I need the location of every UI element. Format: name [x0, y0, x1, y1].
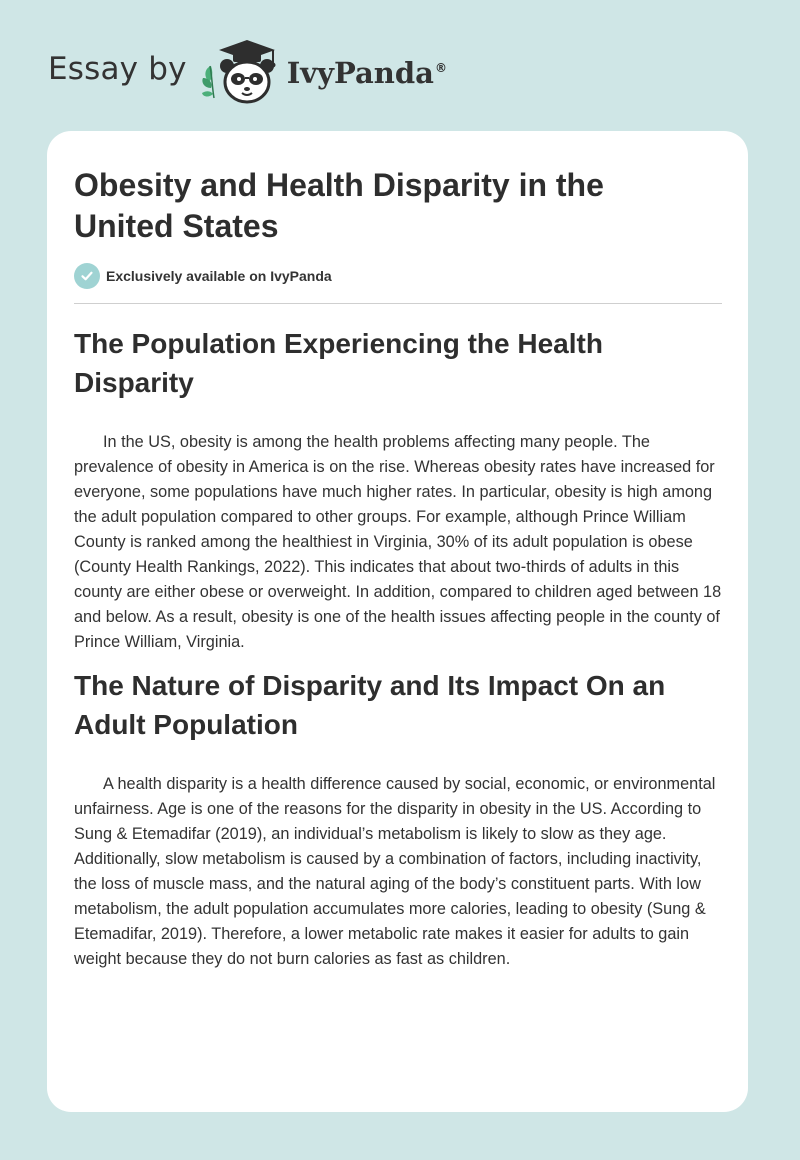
brand-prefix: Essay by — [48, 51, 187, 87]
panda-graduate-logo-icon — [199, 36, 283, 108]
brand-name: IvyPanda® — [286, 56, 447, 90]
section-nature-of-disparity — [74, 666, 724, 972]
section-heading: The Population Experiencing the Health Disparity — [74, 328, 603, 398]
check-circle-icon — [74, 263, 100, 289]
essay-title: Obesity and Health Disparity in the United States — [74, 167, 604, 244]
registered-mark: ® — [434, 61, 447, 76]
essay-card — [47, 131, 748, 1112]
section-heading: The Nature of Disparity and Its Impact On an Adult Population — [74, 670, 666, 740]
section-paragraph: A health disparity is a health difference caused by social, economic, or environmental unfairness. Age is one of the reasons for the disparity in obesity in the US. According to Sung & Etemadifar (2019), an individual’s metabolism is likely to slow as they age. Additionally, slow metabolism is caused by a combination of factors, including inactivity, the loss of muscle mass, and the natural aging of the body’s constituent parts. With low metabolism, the adult population accumulates more calories, leading to obesity (Sung & Etemadifar, 2019). Therefore, a lower metabolic rate makes it easier for adults to gain weight because they do not burn calories as fast as children. — [74, 775, 716, 968]
section-population — [74, 324, 724, 655]
section-paragraph: In the US, obesity is among the health problems affecting many people. The prevalence of obesity in America is on the rise. Whereas obesity rates have increased for everyone, some populations have much higher rates. In particular, obesity is high among the adult population compared to other groups. For example, although Prince William County is ranked among the healthiest in Virginia, 30% of its adult population is obese (County Health Rankings, 2022). This indicates that about two-thirds of adults in this county are either obese or overweight. In addition, compared to children aged between 18 and below. As a result, obesity is one of the health issues affecting people in the county of Prince William, Virginia. — [74, 433, 722, 651]
brand-header[interactable] — [48, 36, 447, 108]
title-divider — [74, 303, 722, 304]
exclusive-badge-label: Exclusively available on IvyPanda — [106, 268, 332, 284]
exclusive-badge — [74, 263, 332, 289]
